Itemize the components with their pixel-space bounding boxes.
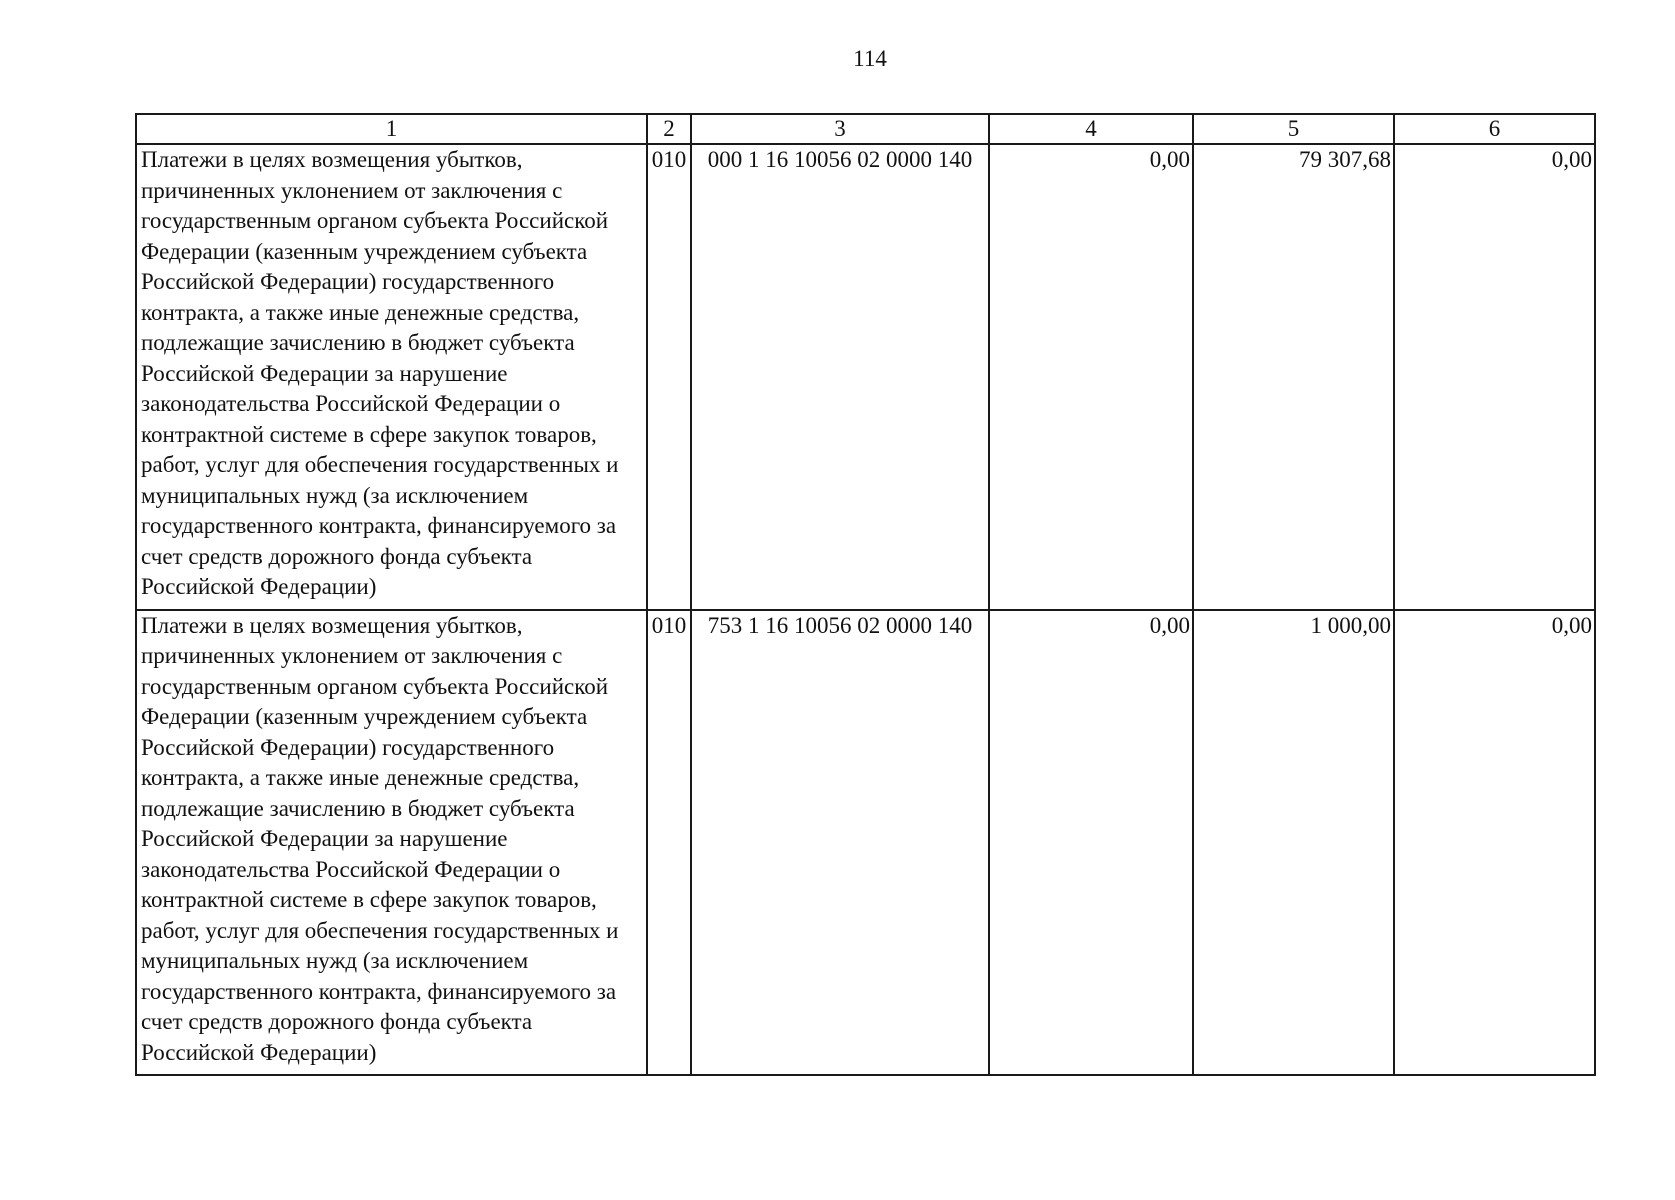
row-description: Платежи в целях возмещения убытков, причиненных уклонением от заключения с государственным органом субъекта Российской Федерации (казенным учреждением субъекта Российской Федерации) государственного контракта, а также иные денежные средства, подлежащие зачислению в бюджет субъекта Российской Федерации за нарушение законодательства Российской Федерации о контрактной системе в сфере закупок товаров, работ, услуг для обеспечения государственных и муниципальных нужд (за исключением государственного контракта, финансируемого за счет средств дорожного фонда субъекта Российской Федерации) bbox=[136, 144, 647, 610]
table-header-row bbox=[136, 114, 1595, 144]
row-value-col6: 0,00 bbox=[1394, 144, 1595, 610]
row-value-col5: 1 000,00 bbox=[1193, 610, 1394, 1076]
table-row bbox=[136, 610, 1595, 1076]
row-budget-code: 000 1 16 10056 02 0000 140 bbox=[691, 144, 989, 610]
column-header-2: 2 bbox=[647, 114, 691, 144]
budget-table bbox=[135, 113, 1596, 1076]
row-value-col6: 0,00 bbox=[1394, 610, 1595, 1076]
table-row bbox=[136, 144, 1595, 610]
row-line-code: 010 bbox=[647, 144, 691, 610]
page-number: 114 bbox=[853, 46, 887, 71]
row-line-code: 010 bbox=[647, 610, 691, 1076]
row-budget-code: 753 1 16 10056 02 0000 140 bbox=[691, 610, 989, 1076]
column-header-6: 6 bbox=[1394, 114, 1595, 144]
column-header-3: 3 bbox=[691, 114, 989, 144]
row-value-col5: 79 307,68 bbox=[1193, 144, 1394, 610]
row-value-col4: 0,00 bbox=[989, 144, 1193, 610]
row-value-col4: 0,00 bbox=[989, 610, 1193, 1076]
column-header-5: 5 bbox=[1193, 114, 1394, 144]
column-header-4: 4 bbox=[989, 114, 1193, 144]
column-header-1: 1 bbox=[136, 114, 647, 144]
row-description: Платежи в целях возмещения убытков, причиненных уклонением от заключения с государственным органом субъекта Российской Федерации (казенным учреждением субъекта Российской Федерации) государственного контракта, а также иные денежные средства, подлежащие зачислению в бюджет субъекта Российской Федерации за нарушение законодательства Российской Федерации о контрактной системе в сфере закупок товаров, работ, услуг для обеспечения государственных и муниципальных нужд (за исключением государственного контракта, финансируемого за счет средств дорожного фонда субъекта Российской Федерации) bbox=[136, 610, 647, 1076]
